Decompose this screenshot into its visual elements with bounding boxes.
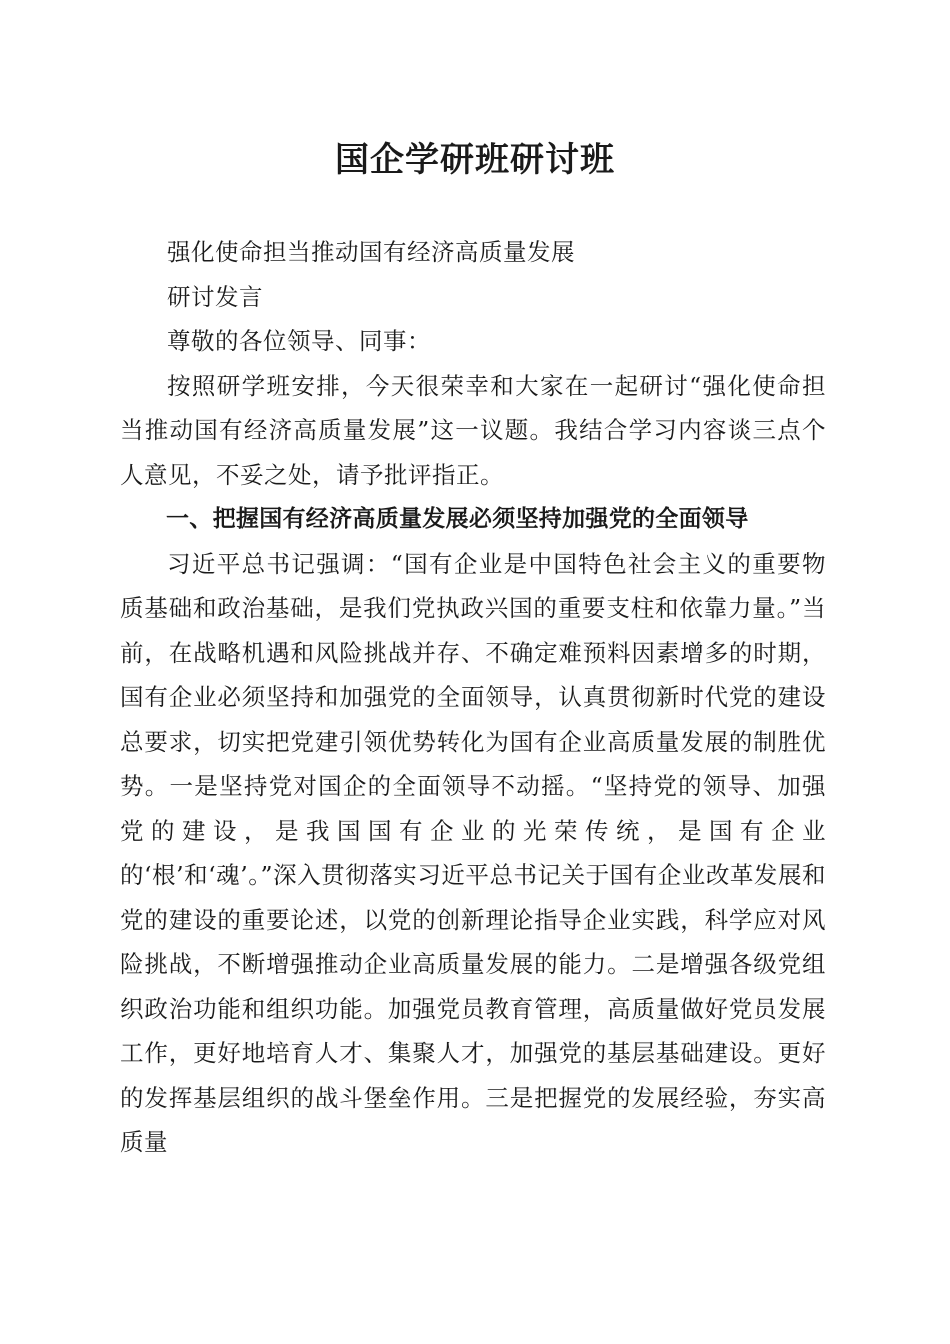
doc-type-line: 研讨发言 xyxy=(167,282,263,311)
section-1-heading: 一、把握国有经济高质量发展必须坚持加强党的全面领导 xyxy=(166,506,749,532)
section-1-paragraph: 习近平总书记强调：“国有企业是中国特色社会主义的重要物质基础和政治基础，是我们党执政兴国的重要支柱和依靠力量。”当前，在战略机遇和风险挑战并存、不确定难预料因素增多的时期，国有企业必须坚持和加强党的全面领导，认真贯彻新时代党的建设总要求，切实把党建引领优势转化为国有企业高质量发展的制胜优势。一是坚持党对国企的全面领导不动摇。“坚持党的领导、加强党的建设，是我国国有企业的光荣传统，是国有企业的‘根’和‘魂’。”深入贯彻落实习近平总书记关于国有企业改革发展和党的建设的重要论述，以党的创新理论指导企业实践，科学应对风险挑战，不断增强推动企业高质量发展的能力。二是增强各级党组织政治功能和组织功能。加强党员教育管理，高质量做好党员发展工作，更好地培育人才、集聚人才，加强党的基层基础建设。更好的发挥基层组织的战斗堡垒作用。三是把握党的发展经验，夯实高质量 xyxy=(120,549,826,1156)
salutation-line: 尊敬的各位领导、同事： xyxy=(167,327,431,355)
subtitle-line: 强化使命担当推动国有经济高质量发展 xyxy=(167,238,575,266)
document-title: 国企学研班研讨班 xyxy=(335,140,615,180)
intro-paragraph: 按照研学班安排，今天很荣幸和大家在一起研讨“强化使命担当推动国有经济高质量发展”这一议题。我结合学习内容谈三点个人意见，不妥之处，请予批评指正。 xyxy=(120,371,826,489)
document-body xyxy=(120,230,826,1165)
